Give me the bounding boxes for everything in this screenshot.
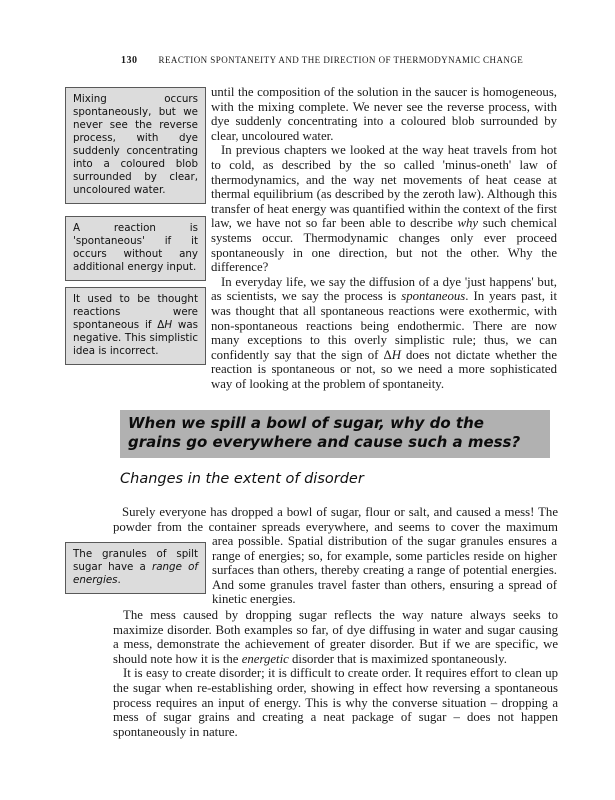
page-number: 130 — [121, 55, 138, 66]
running-title: REACTION SPONTANEITY AND THE DIRECTION OF THERMODYNAMIC CHANGE — [158, 55, 524, 65]
margin-note-enthalpy — [65, 287, 206, 365]
main-text-column — [211, 85, 557, 391]
margin-note-text: Mixing occurs spontaneously, but we never see the reverse process, with dye suddenly concentrating into a coloured blob surrounded by clear, uncoloured water. — [73, 93, 198, 196]
margin-note-italic: range of energies — [73, 561, 198, 586]
margin-note-text: . — [117, 574, 121, 586]
margin-note-granules — [65, 542, 206, 594]
margin-note-spontaneous-definition — [65, 216, 206, 281]
margin-note-text: It used to be thought reactions were spontaneous if Δ — [73, 293, 198, 331]
margin-note-text: was negative. This simplistic idea is incorrect. — [73, 319, 199, 357]
section-heading: When we spill a bowl of sugar, why do the grains go everywhere and cause such a mess? — [128, 414, 521, 451]
paragraph-sugar-wrapped: area possible. Spatial distribution of the sugar granules ensures a range of energies; so, for example, some particles reside on higher surfaces than others, thereby creating a range of potential energies. And some granules travel faster than others, ensuring a spread of kinetic energies. — [212, 534, 557, 607]
margin-note-text: The granules of spilt sugar have a — [73, 548, 198, 573]
paragraph-mess: The mess caused by dropping sugar reflects the way nature always seeks to maximize disorder. Both examples so far, of dye diffusing in water and sugar causing a mess, demonstrate the achievement of greater disorder. But if we are specific, we should note how it is the energetic disorder that is maximized spontaneously. — [113, 608, 558, 666]
paragraph-order: It is easy to create disorder; it is difficult to create order. It requires effort to clean up the sugar when re-establishing order, showing in effect how reversing a spontaneous process requires an input of energy. This is why the converse situation – dropping a mess of sugar grains and creating a neat package of sugar – does not happen spontaneously in nature. — [113, 666, 558, 739]
subsection-heading: Changes in the extent of disorder — [120, 471, 364, 487]
margin-note-mixing — [65, 87, 206, 204]
margin-note-italic: H — [164, 319, 173, 331]
section-heading-box — [120, 410, 550, 458]
paragraph-everyday-life: In everyday life, we say the diffusion of a dye 'just happens' but, as scientists, we say the process is spontaneous. In years past, it was thought that all spontaneous reactions were exothermic, with non-spontaneous reactions being endothermic. There are now many exceptions to this overly simplistic rule; thus, we can confidently say that the sign of ΔH does not dictate whether the reaction is spontaneous or not, so we need a more sophisticated way of looking at the problem of spontaneity. — [211, 274, 558, 391]
paragraph-continuation: until the composition of the solution in the saucer is homogeneous, with the mixing complete. We never see the reverse process, with dye suddenly concentrating into a coloured blob surrounded by clear, uncoloured water. — [211, 85, 557, 143]
italic-word: H — [391, 347, 401, 362]
page-header — [121, 50, 523, 68]
italic-word: spontaneous — [401, 289, 466, 304]
margin-note-text: A reaction is 'spontaneous' if it occurs without any additional energy input. — [73, 222, 198, 273]
italic-word: why — [457, 216, 479, 231]
paragraph-heat-travel: In previous chapters we looked at the way heat travels from hot to cold, as described by the so called 'minus-oneth' law of thermodynamics, and the way net movements of heat cease at thermal equilibrium (as described by the zeroth law). Although this transfer of heat energy was quantified within the context of the first law, we have not so far been able to describe why such chemical systems occur. Thermodynamic changes only ever proceed spontaneously in one direction, but not the other. Why the difference? — [211, 143, 558, 275]
italic-word: energetic — [241, 651, 289, 666]
body-bottom-paragraphs — [113, 608, 558, 739]
paragraph-sugar-intro: Surely everyone has dropped a bowl of sugar, flour or salt, and caused a mess! The powder from the container spreads everywhere, and seems to cover the maximum — [113, 505, 558, 534]
